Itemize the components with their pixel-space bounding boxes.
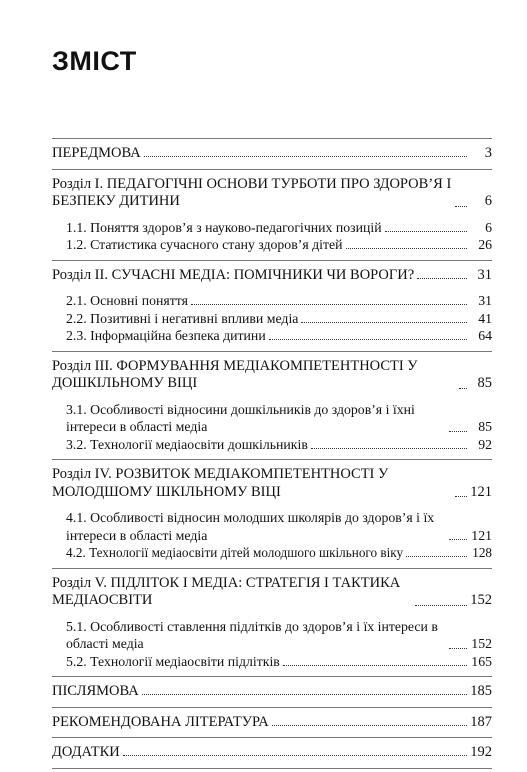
toc-label: Розділ IV. РОЗВИТОК МЕДІАКОМПЕТЕНТНОСТІ У МОЛОДШОМУ ШКІЛЬНОМУ ВІЦІ	[52, 466, 389, 500]
toc-page-number: 187	[470, 713, 492, 730]
toc-page-number: 6	[484, 193, 492, 209]
toc-label: 4.2. Технології медіаосвіти дітей молодшого шкільного віку	[66, 545, 404, 560]
toc-page-number: 152	[471, 636, 492, 651]
toc-label: Розділ І. ПЕДАГОГІЧНІ ОСНОВИ ТУРБОТИ ПРО ЗДОРОВ’Я І БЕЗПЕКУ ДИТИНИ	[52, 175, 452, 209]
toc-entry-afterword	[52, 677, 492, 708]
toc-page-number: 152	[470, 592, 492, 608]
toc-label: 4.1. Особливості відносин молодших школярів до здоров’я і їх інтереси в області медіа	[66, 510, 435, 543]
toc-page-number: 121	[471, 527, 492, 543]
dot-leader	[415, 605, 467, 606]
dot-leader	[191, 304, 467, 305]
toc-page-number: 6	[485, 219, 492, 235]
dot-leader	[142, 694, 467, 695]
toc-entry-literature	[52, 708, 492, 739]
toc-page-number: 64	[478, 328, 492, 343]
page-title: ЗМІСТ	[52, 46, 137, 76]
toc-label: ПЕРЕДМОВА	[52, 145, 141, 161]
dot-leader	[269, 339, 467, 340]
dot-leader	[144, 156, 467, 157]
dot-leader	[385, 231, 467, 232]
toc-label: ДОДАТКИ	[52, 744, 120, 760]
dot-leader	[301, 322, 467, 323]
toc-label: 2.3. Інформаційна безпека дитини	[66, 328, 266, 343]
toc-label: Розділ V. ПІДЛІТОК І МЕДІА: СТРАТЕГІЯ І ТАКТИКА МЕДІАОСВІТИ	[52, 574, 401, 608]
toc-label: Розділ ІІ. СУЧАСНІ МЕДІА: ПОМІЧНИКИ ЧИ ВОРОГИ?	[52, 266, 415, 283]
toc-page-number: 26	[478, 237, 492, 252]
toc-label: 2.2. Позитивні і негативні впливи медіа	[66, 310, 299, 326]
dot-leader	[123, 755, 467, 756]
toc-label: 3.1. Особливості відносини дошкільників до здоров’я і їхні інтереси в області медіа	[66, 401, 415, 434]
dot-leader	[455, 206, 467, 207]
toc-section-part2	[52, 261, 492, 352]
toc-label: РЕКОМЕНДОВАНА ЛІТЕРАТУРА	[52, 713, 269, 730]
toc-entry-appendices	[52, 738, 492, 769]
toc-section-part5	[52, 569, 492, 678]
toc-page-number: 85	[478, 419, 492, 434]
dot-leader	[346, 248, 467, 249]
toc-page-number: 121	[470, 483, 492, 500]
dot-leader	[459, 388, 467, 389]
toc-page-number: 192	[470, 744, 492, 760]
toc-label: 2.1. Основні поняття	[66, 293, 188, 308]
toc-page-number: 185	[470, 683, 492, 699]
toc-page-number: 128	[472, 545, 492, 560]
toc-page-number: 85	[477, 375, 492, 391]
toc-page-number: 3	[484, 145, 492, 161]
toc-section-part3	[52, 352, 492, 461]
toc-page-number: 165	[471, 653, 492, 669]
toc-label: 5.1. Особливості ставлення підлітків до здоров’я і їх інтереси в області медіа	[66, 618, 438, 651]
toc-section-part4	[52, 460, 492, 569]
dot-leader	[283, 665, 467, 666]
toc-page-number: 31	[477, 266, 492, 283]
dot-leader	[449, 648, 467, 649]
toc-label: 3.2. Технології медіаосвіти дошкільників	[66, 436, 308, 452]
dot-leader	[449, 431, 467, 432]
toc-label: 5.2. Технології медіаосвіти підлітків	[66, 653, 280, 669]
dot-leader	[449, 539, 467, 540]
dot-leader	[272, 725, 467, 726]
toc-label: 1.1. Поняття здоров’я з науково-педагогічних позицій	[66, 219, 382, 235]
dot-leader	[417, 278, 467, 279]
toc-section-part1	[52, 170, 492, 261]
table-of-contents	[52, 138, 492, 769]
toc-label: Розділ ІІІ. ФОРМУВАННЯ МЕДІАКОМПЕТЕНТНОСТІ У ДОШКІЛЬНОМУ ВІЦІ	[52, 357, 418, 391]
toc-page-number: 92	[478, 436, 492, 452]
toc-page-number: 31	[478, 293, 492, 308]
toc-label: ПІСЛЯМОВА	[52, 683, 139, 699]
toc-page-number: 41	[478, 310, 492, 326]
dot-leader	[311, 448, 467, 449]
toc-entry-preface	[52, 139, 492, 170]
toc-label: 1.2. Статистика сучасного стану здоров’я дітей	[66, 237, 343, 252]
dot-leader	[406, 556, 467, 557]
dot-leader	[455, 496, 467, 497]
